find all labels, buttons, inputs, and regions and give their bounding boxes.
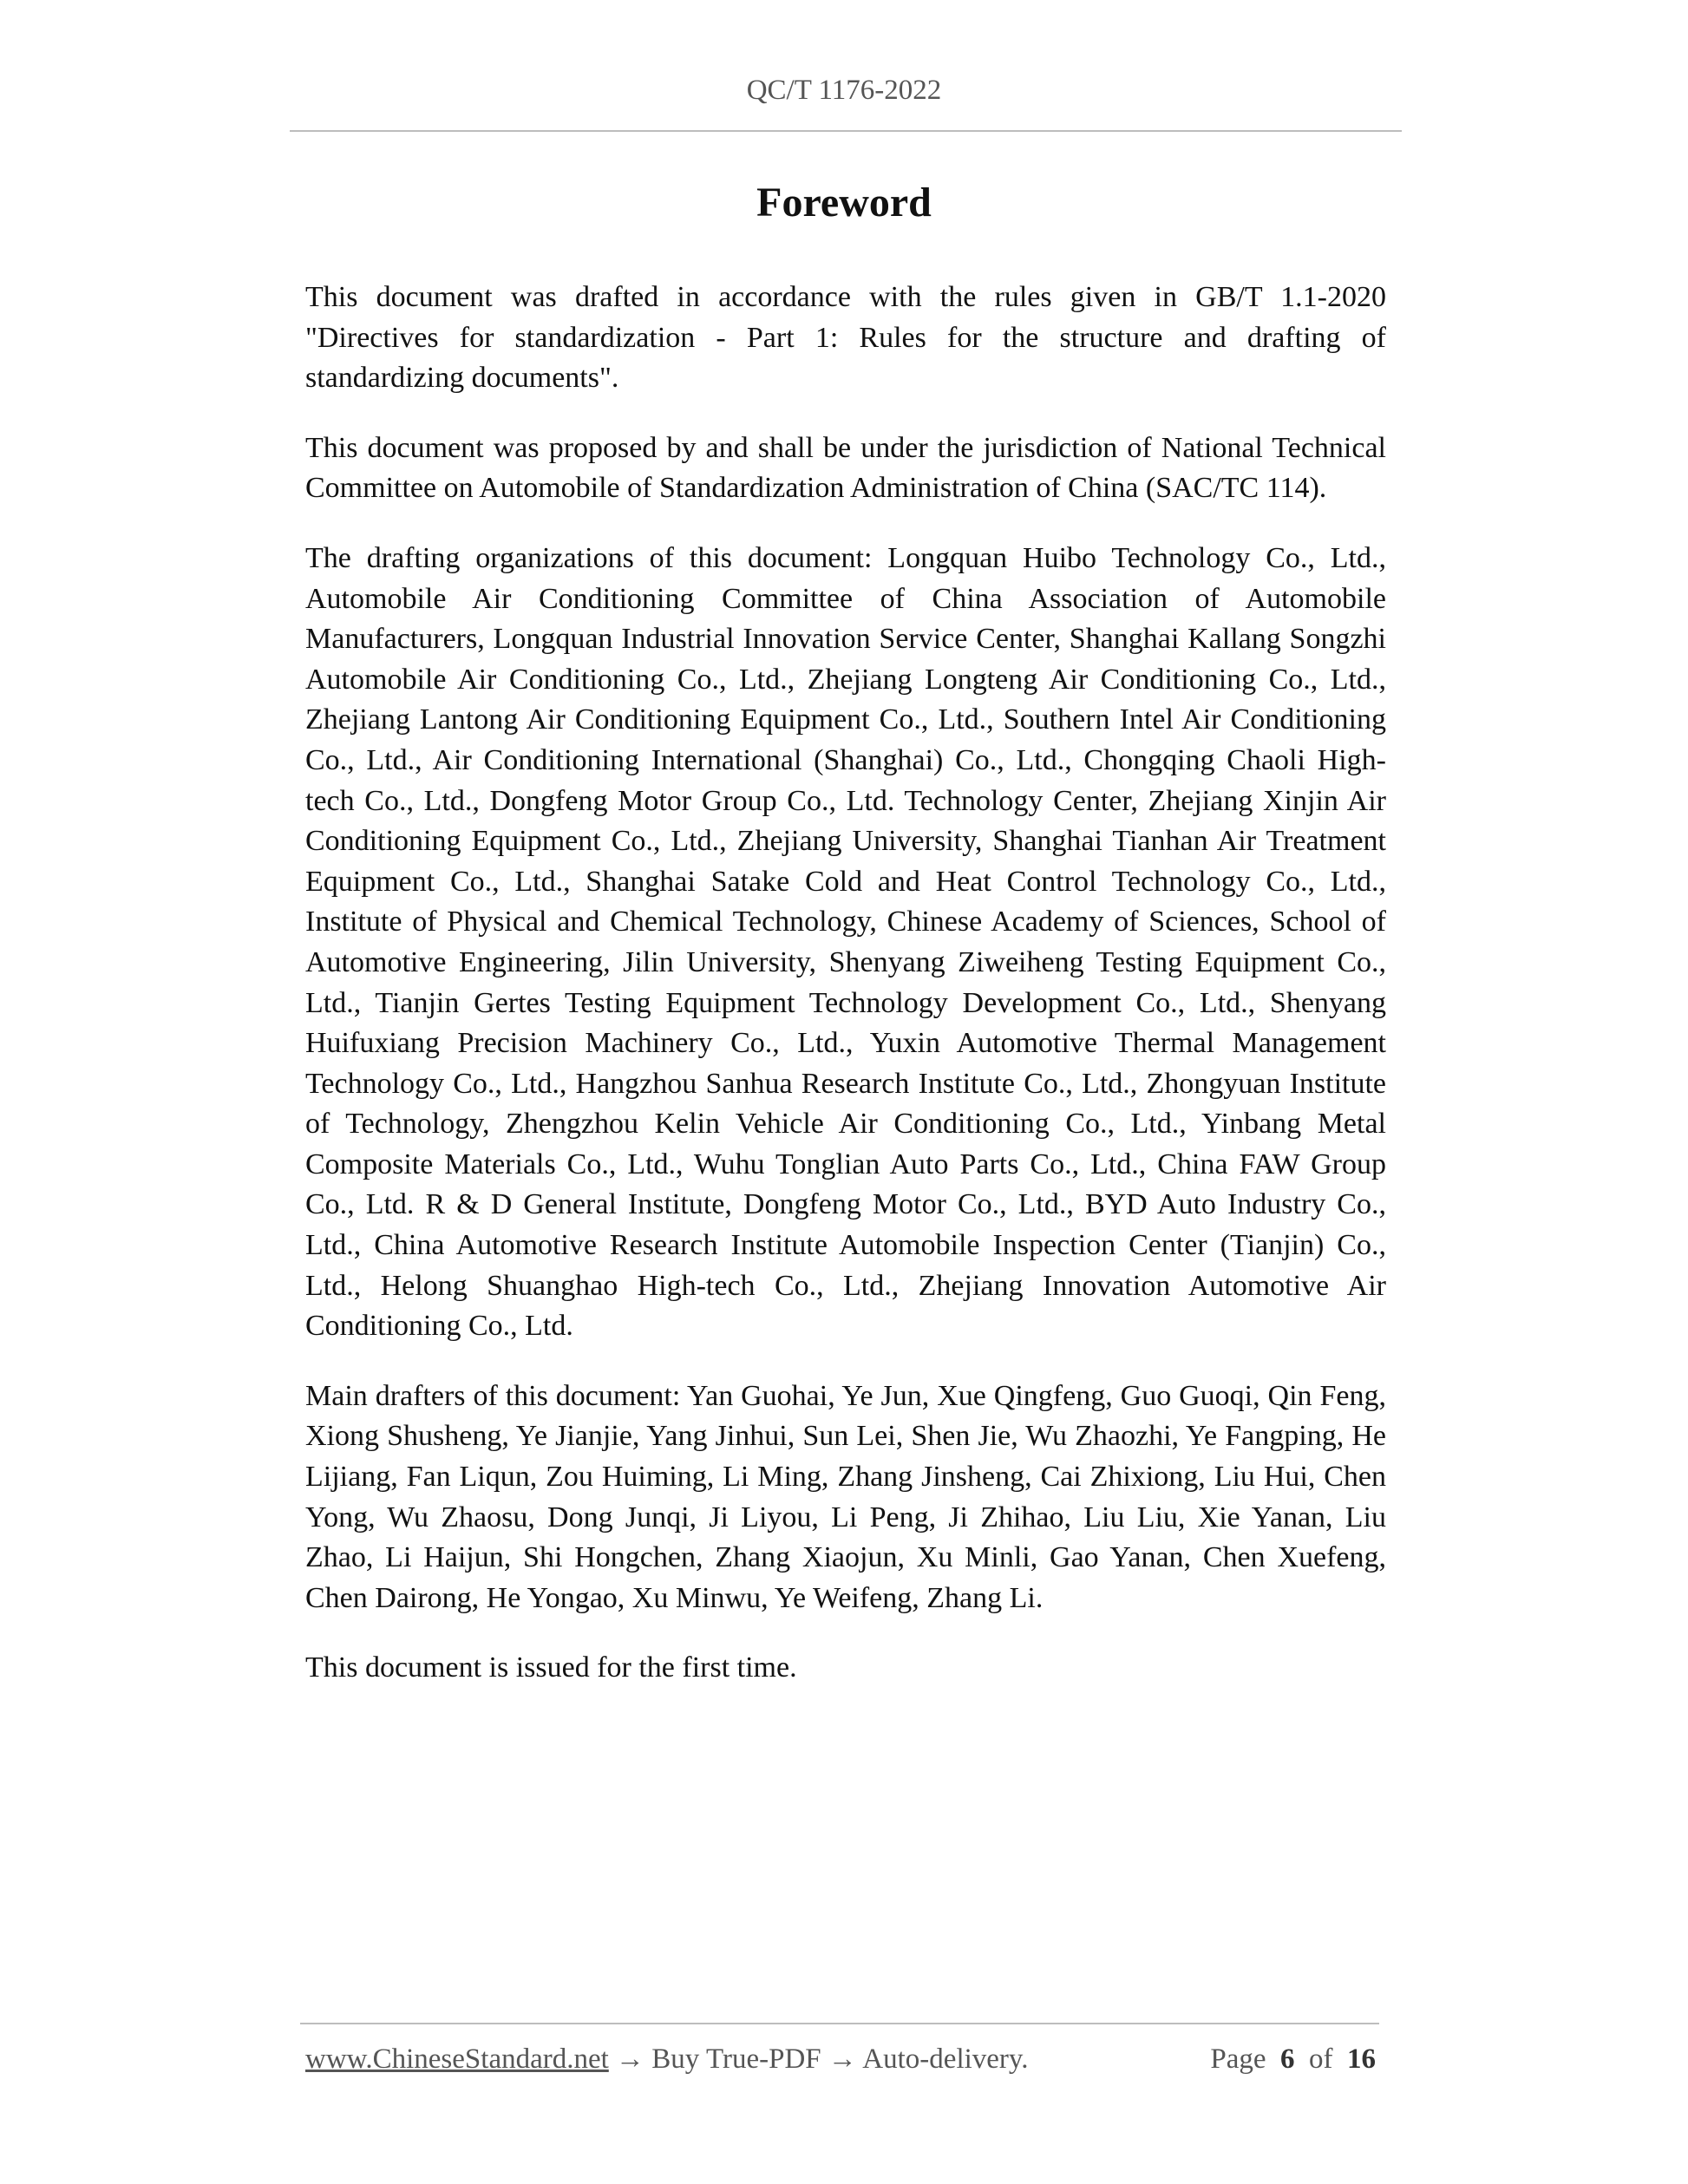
footer-left	[305, 2043, 1029, 2076]
paragraph-drafting-rules: This document was drafted in accordance with the rules given in GB/T 1.1-2020 "Directives for standardization - Part 1: Rules for the structure and drafting of standardizing documents".	[305, 281, 1386, 395]
footer-tagline: → Buy True-PDF → Auto-delivery.	[608, 2043, 1029, 2075]
total-page-number: 16	[1347, 2043, 1376, 2075]
website-link[interactable]: www.ChineseStandard.net	[305, 2043, 609, 2075]
paragraph-first-issue: This document is issued for the first time.	[305, 1651, 797, 1684]
of-word: of	[1309, 2043, 1333, 2075]
paragraph-drafting-organizations: The drafting organizations of this document: Longquan Huibo Technology Co., Ltd., Automobile Air Conditioning Committee of China Association of Automobile Manufacturers, Longquan Industrial Innovation Service Center, Shanghai Kallang Songzhi Automobile Air Conditioning Co., Ltd., Zhejiang Longteng Air Conditioning Co., Ltd., Zhejiang Lantong Air Conditioning Equipment Co., Ltd., Southern Intel Air Conditioning Co., Ltd., Air Conditioning International (Shanghai) Co., Ltd., Chongqing Chaoli High-tech Co., Ltd., Dongfeng Motor Group Co., Ltd. Technology Center, Zhejiang Xinjin Air Conditioning Equipment Co., Ltd., Zhejiang University, Shanghai Tianhan Air Treatment Equipment Co., Ltd., Shanghai Satake Cold and Heat Control Technology Co., Ltd., Institute of Physical and Chemical Technology, Chinese Academy of Sciences, School of Automotive Engineering, Jilin University, Shenyang Ziweiheng Testing Equipment Co., Ltd., Tianjin Gertes Testing Equipment Technology Development Co., Ltd., Shenyang Huifuxiang Precision Machinery Co., Ltd., Yuxin Automotive Thermal Management Technology Co., Ltd., Hangzhou Sanhua Research Institute Co., Ltd., Zhongyuan Institute of Technology, Zhengzhou Kelin Vehicle Air Conditioning Co., Ltd., Yinbang Metal Composite Materials Co., Ltd., Wuhu Tonglian Auto Parts Co., Ltd., China FAW Group Co., Ltd. R & D General Institute, Dongfeng Motor Co., Ltd., BYD Auto Industry Co., Ltd., China Automotive Research Institute Automobile Inspection Center (Tianjin) Co., Ltd., Helong Shuanghao High-tech Co., Ltd., Zhejiang Innovation Automotive Air Conditioning Co., Ltd.	[305, 541, 1386, 1343]
page-footer	[305, 2043, 1376, 2076]
header-divider	[290, 130, 1402, 132]
page-word: Page	[1210, 2043, 1266, 2075]
header-standard-code: QC/T 1176-2022	[746, 75, 942, 106]
footer-divider	[300, 2023, 1379, 2024]
page-title: Foreword	[756, 180, 932, 226]
page-indicator	[1210, 2043, 1376, 2076]
document-body	[305, 278, 1386, 1718]
paragraph-jurisdiction: This document was proposed by and shall be under the jurisdiction of National Technical Committee on Automobile of Standardization Administration of China (SAC/TC 114).	[305, 431, 1386, 505]
paragraph-main-drafters: Main drafters of this document: Yan Guohai, Ye Jun, Xue Qingfeng, Guo Guoqi, Qin Feng, Xiong Shusheng, Ye Jianjie, Yang Jinhui, Sun Lei, Shen Jie, Wu Zhaozhi, Ye Fangping, He Lijiang, Fan Liqun, Zou Huiming, Li Ming, Zhang Jinsheng, Cai Zhixiong, Liu Hui, Chen Yong, Wu Zhaosu, Dong Junqi, Ji Liyou, Li Peng, Ji Zhihao, Liu Liu, Xie Yanan, Liu Zhao, Li Haijun, Shi Hongchen, Zhang Xiaojun, Xu Minli, Gao Yanan, Chen Xuefeng, Chen Dairong, He Yongao, Xu Minwu, Ye Weifeng, Zhang Li.	[305, 1379, 1386, 1614]
current-page-number: 6	[1280, 2043, 1295, 2075]
